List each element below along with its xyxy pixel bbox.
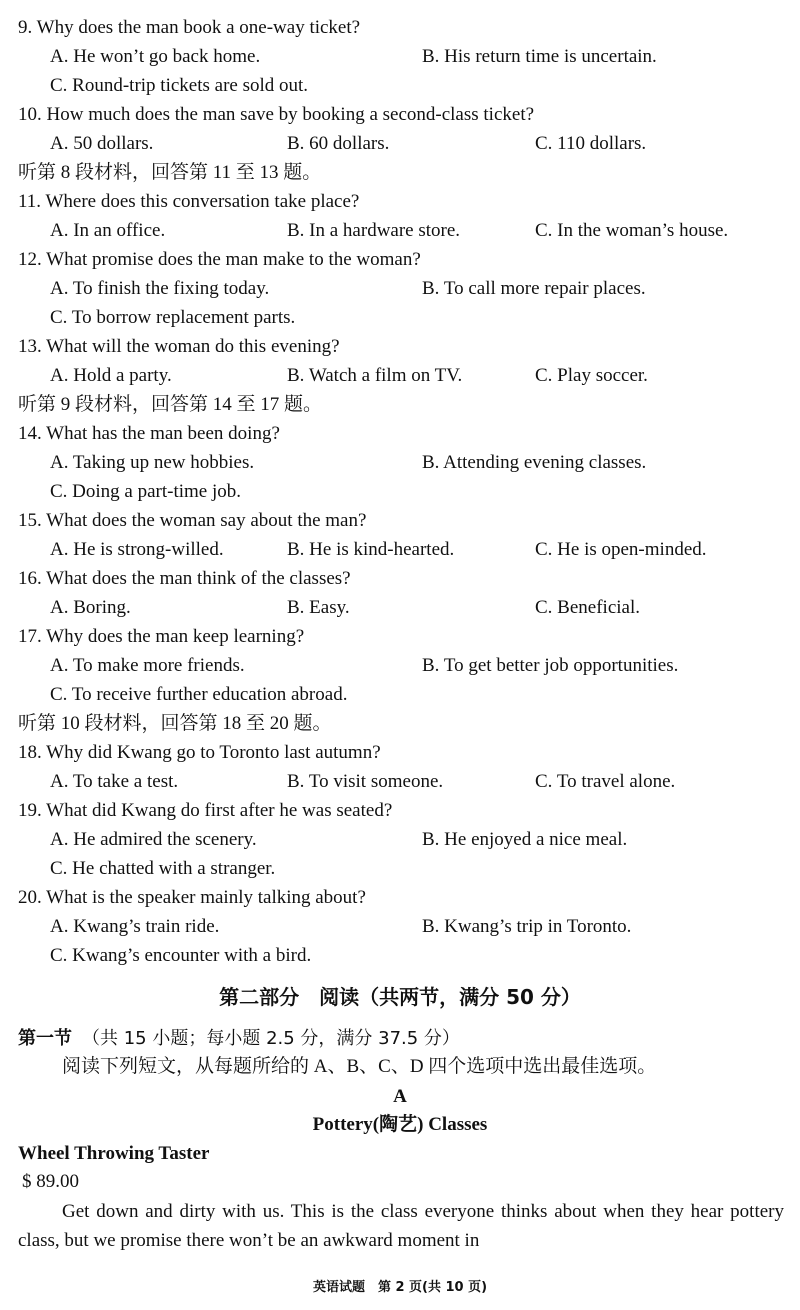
- passage-letter: A: [393, 1086, 407, 1107]
- reading-instruction: 阅读下列短文，从每题所给的 A、B、C、D 四个选项中选出最佳选项。: [62, 1056, 657, 1077]
- option-c: C. In the woman’s house.: [535, 220, 729, 241]
- option-b: B. Easy.: [287, 597, 350, 618]
- option-c: C. To borrow replacement parts.: [50, 307, 296, 328]
- option-a: A. He won’t go back home.: [50, 46, 261, 67]
- question-10: 10. How much does the man save by booking a second-class ticket?: [18, 104, 535, 125]
- question-9-options: [50, 45, 790, 69]
- option-b: B. Watch a film on TV.: [287, 365, 463, 386]
- question-14-options: [50, 451, 790, 475]
- question-19: 19. What did Kwang do first after he was seated?: [18, 800, 393, 821]
- option-c: C. Doing a part-time job.: [50, 481, 242, 502]
- option-c: C. Play soccer.: [535, 365, 648, 386]
- question-9: 9. Why does the man book a one-way ticket?: [18, 17, 361, 38]
- question-16: 16. What does the man think of the classes?: [18, 568, 351, 589]
- option-c: C. 110 dollars.: [535, 133, 647, 154]
- question-17: 17. Why does the man keep learning?: [18, 626, 305, 647]
- question-10-options: [50, 132, 790, 156]
- option-a: A. He admired the scenery.: [50, 829, 257, 850]
- option-a: A. Hold a party.: [50, 365, 172, 386]
- option-a: A. In an office.: [50, 220, 166, 241]
- option-c: C. To travel alone.: [535, 771, 676, 792]
- option-c: C. He chatted with a stranger.: [50, 858, 276, 879]
- option-a: A. 50 dollars.: [50, 133, 154, 154]
- question-13: 13. What will the woman do this evening?: [18, 336, 340, 357]
- option-b: B. He enjoyed a nice meal.: [422, 829, 628, 850]
- section-heading-9: 听第 9 段材料，回答第 14 至 17 题。: [18, 394, 323, 415]
- option-c: C. Beneficial.: [535, 597, 640, 618]
- passage-paragraph: Get down and dirty with us. This is the class everyone thinks about when they hear pottery class, but we promise there won’t be an awkward moment in: [18, 1201, 784, 1251]
- option-b: B. Kwang’s trip in Toronto.: [422, 916, 632, 937]
- part-two-title: 第二部分 阅读（共两节，满分 50 分）: [219, 985, 581, 1009]
- question-18: 18. Why did Kwang go to Toronto last autumn?: [18, 742, 381, 763]
- option-b: B. He is kind-hearted.: [287, 539, 455, 560]
- question-11: 11. Where does this conversation take place?: [18, 191, 360, 212]
- section-info: （共 15 小题；每小题 2.5 分，满分 37.5 分）: [82, 1028, 460, 1049]
- question-11-options: [50, 219, 790, 243]
- question-12-options: [50, 277, 790, 301]
- question-19-options: [50, 828, 790, 852]
- question-16-options: [50, 596, 790, 620]
- option-b: B. To get better job opportunities.: [422, 655, 679, 676]
- option-b: B. 60 dollars.: [287, 133, 390, 154]
- question-14: 14. What has the man been doing?: [18, 423, 280, 444]
- price: $ 89.00: [22, 1171, 79, 1192]
- option-a: A. He is strong-willed.: [50, 539, 224, 560]
- option-a: A. To take a test.: [50, 771, 179, 792]
- option-c: C. Kwang’s encounter with a bird.: [50, 945, 312, 966]
- question-20-options: [50, 915, 790, 939]
- option-c: C. Round-trip tickets are sold out.: [50, 75, 309, 96]
- section-heading-10: 听第 10 段材料，回答第 18 至 20 题。: [18, 713, 332, 734]
- question-18-options: [50, 770, 790, 794]
- option-a: A. To finish the fixing today.: [50, 278, 270, 299]
- question-20: 20. What is the speaker mainly talking about?: [18, 887, 366, 908]
- question-15: 15. What does the woman say about the man?: [18, 510, 367, 531]
- page-footer: 英语试题 第 2 页(共 10 页): [312, 1280, 488, 1295]
- option-a: A. Kwang’s train ride.: [50, 916, 220, 937]
- question-17-options: [50, 654, 790, 678]
- passage-title: Pottery(陶艺) Classes: [312, 1114, 488, 1135]
- option-a: A. Taking up new hobbies.: [50, 452, 255, 473]
- option-b: B. His return time is uncertain.: [422, 46, 657, 67]
- question-12: 12. What promise does the man make to the woman?: [18, 249, 421, 270]
- item-title: Wheel Throwing Taster: [18, 1143, 210, 1164]
- section-one-heading: [18, 1027, 460, 1051]
- option-a: A. Boring.: [50, 597, 131, 618]
- question-13-options: [50, 364, 790, 388]
- section-heading-8: 听第 8 段材料，回答第 11 至 13 题。: [18, 162, 322, 183]
- option-b: B. Attending evening classes.: [422, 452, 647, 473]
- section-label: 第一节: [18, 1028, 72, 1049]
- question-15-options: [50, 538, 790, 562]
- option-c: C. He is open-minded.: [535, 539, 707, 560]
- option-b: B. To visit someone.: [287, 771, 444, 792]
- option-c: C. To receive further education abroad.: [50, 684, 348, 705]
- option-b: B. In a hardware store.: [287, 220, 461, 241]
- option-b: B. To call more repair places.: [422, 278, 646, 299]
- option-a: A. To make more friends.: [50, 655, 245, 676]
